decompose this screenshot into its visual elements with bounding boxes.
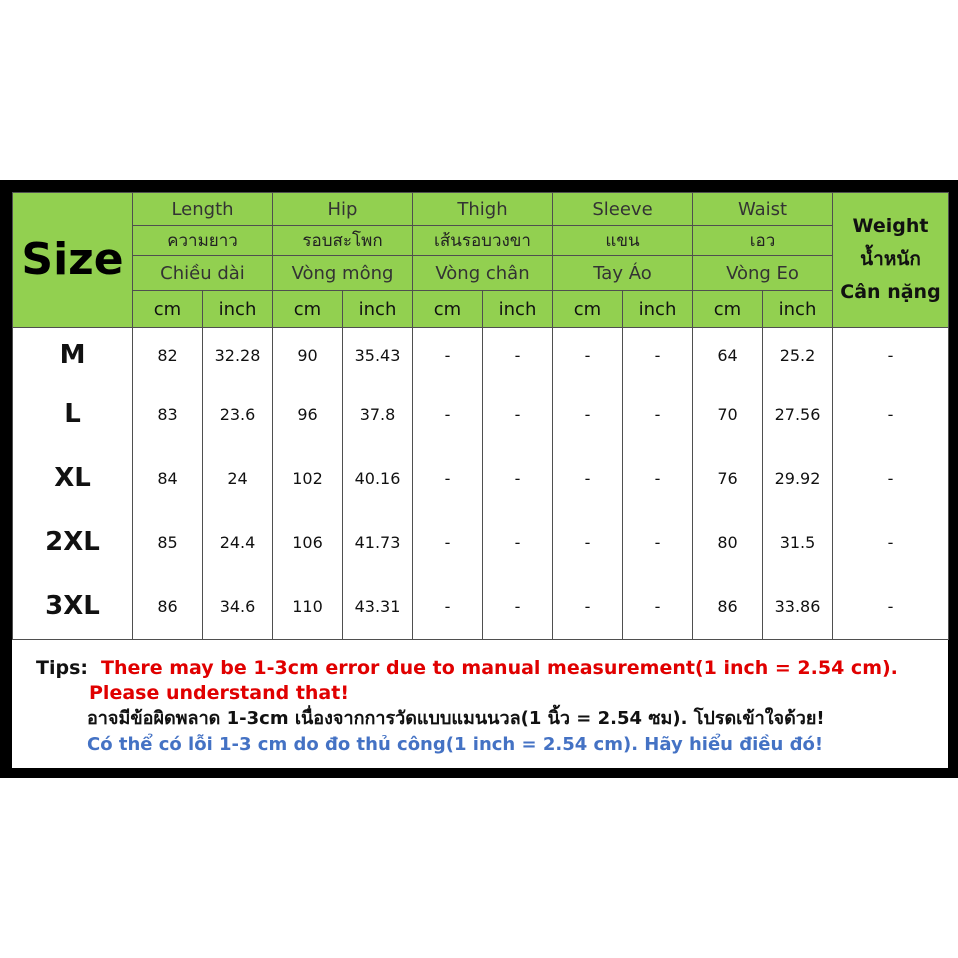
column-header-hip: Hip [273, 193, 413, 226]
table-cell: - [483, 327, 553, 383]
header-row-units [13, 291, 949, 327]
column-header-length-vi: Chiều dài [133, 256, 273, 291]
table-row [13, 573, 949, 639]
column-header-waist-th: เอว [693, 226, 833, 256]
table-cell: 43.31 [343, 573, 413, 639]
column-header-thigh-vi: Vòng chân [413, 256, 553, 291]
table-cell: 76 [693, 446, 763, 511]
unit-cm: cm [273, 291, 343, 327]
table-cell: 33.86 [763, 573, 833, 639]
table-cell: - [413, 446, 483, 511]
unit-inch: inch [483, 291, 553, 327]
table-cell: - [553, 446, 623, 511]
table-cell: 35.43 [343, 327, 413, 383]
table-cell: - [833, 383, 949, 445]
weight-label-vi: Cân nặng [840, 281, 941, 304]
header-row-english [13, 193, 949, 226]
unit-cm: cm [413, 291, 483, 327]
table-cell: - [553, 327, 623, 383]
table-cell: - [553, 573, 623, 639]
unit-inch: inch [203, 291, 273, 327]
table-row [13, 327, 949, 383]
table-row [13, 446, 949, 511]
size-label: 2XL [13, 511, 133, 573]
size-label: M [13, 327, 133, 383]
column-header-thigh: Thigh [413, 193, 553, 226]
weight-label-en: Weight [852, 215, 929, 238]
table-cell: 24 [203, 446, 273, 511]
tip-vietnamese: Có thể có lỗi 1-3 cm do đo thủ công(1 inch = 2.54 cm). Hãy hiểu điều đó! [87, 734, 824, 755]
table-cell: - [623, 383, 693, 445]
table-cell: - [483, 446, 553, 511]
table-cell: 83 [133, 383, 203, 445]
table-cell: - [553, 383, 623, 445]
table-cell: 34.6 [203, 573, 273, 639]
table-cell: 41.73 [343, 511, 413, 573]
table-cell: - [413, 383, 483, 445]
table-cell: - [413, 573, 483, 639]
column-header-hip-th: รอบสะโพก [273, 226, 413, 256]
column-header-hip-vi: Vòng mông [273, 256, 413, 291]
table-cell: 86 [133, 573, 203, 639]
size-chart-panel [12, 192, 948, 768]
column-header-thigh-th: เส้นรอบวงขา [413, 226, 553, 256]
table-cell: 37.8 [343, 383, 413, 445]
table-cell: 40.16 [343, 446, 413, 511]
table-cell: 82 [133, 327, 203, 383]
unit-cm: cm [693, 291, 763, 327]
table-cell: - [623, 511, 693, 573]
column-header-weight [833, 193, 949, 328]
table-cell: - [623, 327, 693, 383]
table-cell: 23.6 [203, 383, 273, 445]
unit-cm: cm [133, 291, 203, 327]
table-cell: - [833, 327, 949, 383]
table-cell: 90 [273, 327, 343, 383]
size-rows [13, 327, 949, 639]
table-cell: 86 [693, 573, 763, 639]
header-row-vietnamese [13, 256, 949, 291]
table-cell: 25.2 [763, 327, 833, 383]
tip-english [89, 656, 939, 706]
header-row-thai [13, 226, 949, 256]
table-cell: 80 [693, 511, 763, 573]
table-row [13, 511, 949, 573]
table-cell: 84 [133, 446, 203, 511]
size-chart-frame [0, 180, 958, 778]
size-chart-table [12, 192, 949, 640]
unit-cm: cm [553, 291, 623, 327]
table-cell: 29.92 [763, 446, 833, 511]
table-cell: 24.4 [203, 511, 273, 573]
column-header-sleeve: Sleeve [553, 193, 693, 226]
table-cell: - [833, 573, 949, 639]
table-cell: 27.56 [763, 383, 833, 445]
table-cell: 70 [693, 383, 763, 445]
table-cell: 31.5 [763, 511, 833, 573]
unit-inch: inch [343, 291, 413, 327]
size-title: Size [13, 193, 133, 328]
column-header-length-th: ความยาว [133, 226, 273, 256]
column-header-sleeve-vi: Tay Áo [553, 256, 693, 291]
table-cell: - [413, 327, 483, 383]
table-cell: - [833, 446, 949, 511]
column-header-waist-vi: Vòng Eo [693, 256, 833, 291]
table-cell: - [413, 511, 483, 573]
table-cell: - [483, 573, 553, 639]
table-row [13, 383, 949, 445]
table-cell: 110 [273, 573, 343, 639]
weight-label-th: น้ำหนัก [860, 248, 921, 271]
table-cell: 96 [273, 383, 343, 445]
column-header-waist: Waist [693, 193, 833, 226]
unit-inch: inch [623, 291, 693, 327]
unit-inch: inch [763, 291, 833, 327]
column-header-sleeve-th: แขน [553, 226, 693, 256]
tips-section [12, 640, 948, 768]
table-cell: - [483, 383, 553, 445]
tip-thai: อาจมีข้อผิดพลาด 1-3cm เนื่องจากการวัดแบบแมนนวล(1 นิ้ว = 2.54 ซม). โปรดเข้าใจด้วย! [87, 708, 825, 729]
table-cell: 32.28 [203, 327, 273, 383]
table-cell: - [553, 511, 623, 573]
table-cell: 85 [133, 511, 203, 573]
table-cell: - [833, 511, 949, 573]
table-cell: 106 [273, 511, 343, 573]
tip-english-text: There may be 1-3cm error due to manual measurement(1 inch = 2.54 cm). Please understand that! [89, 657, 898, 704]
table-cell: - [623, 573, 693, 639]
tips-label: Tips: [36, 657, 88, 679]
table-cell: 64 [693, 327, 763, 383]
size-label: XL [13, 446, 133, 511]
column-header-length: Length [133, 193, 273, 226]
table-cell: - [483, 511, 553, 573]
size-label: 3XL [13, 573, 133, 639]
size-label: L [13, 383, 133, 445]
table-cell: - [623, 446, 693, 511]
table-cell: 102 [273, 446, 343, 511]
